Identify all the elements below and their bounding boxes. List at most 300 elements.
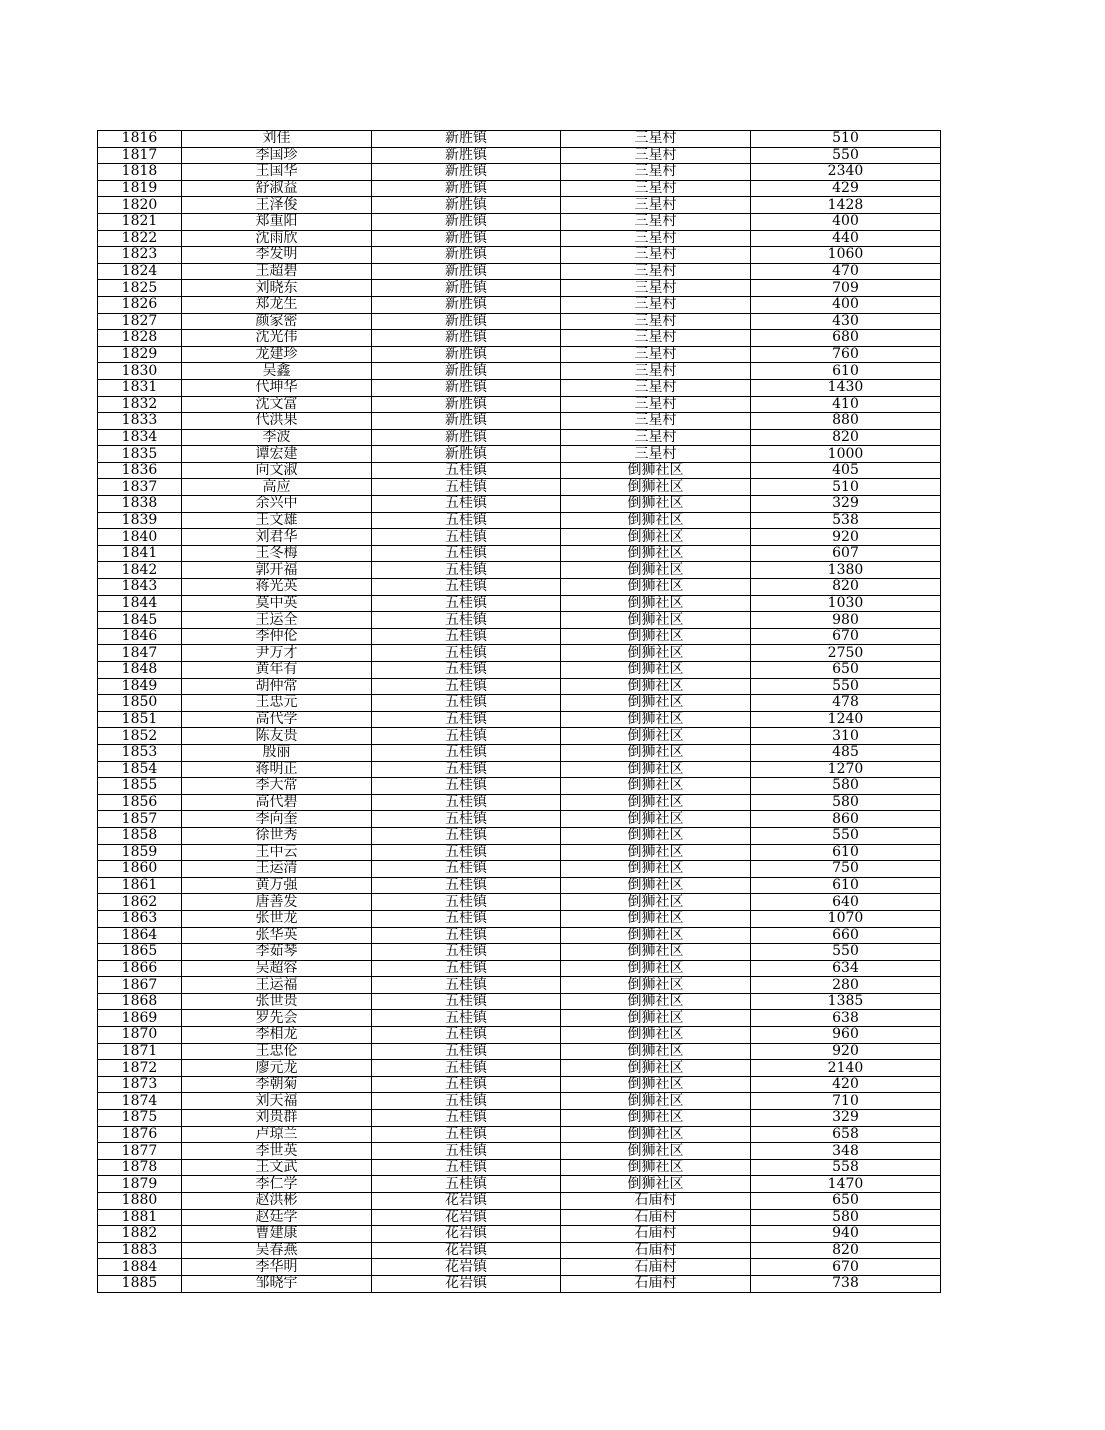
- name-cell: 蒋明正: [182, 761, 372, 778]
- table-row: [98, 230, 941, 247]
- town-cell: 五桂镇: [372, 977, 561, 994]
- village-cell: 倒狮社区: [561, 1093, 751, 1110]
- village-cell: 三星村: [561, 429, 751, 446]
- row-number-cell: 1826: [98, 296, 182, 313]
- village-cell: 三星村: [561, 197, 751, 214]
- town-cell: 五桂镇: [372, 728, 561, 745]
- amount-cell: 510: [751, 479, 941, 496]
- row-number-cell: 1868: [98, 993, 182, 1010]
- name-cell: 王超碧: [182, 263, 372, 280]
- table-row: [98, 413, 941, 430]
- name-cell: 张世贵: [182, 993, 372, 1010]
- amount-cell: 558: [751, 1159, 941, 1176]
- name-cell: 唐善发: [182, 894, 372, 911]
- table-row: [98, 313, 941, 330]
- row-number-cell: 1816: [98, 131, 182, 148]
- name-cell: 李向奎: [182, 811, 372, 828]
- row-number-cell: 1818: [98, 164, 182, 181]
- town-cell: 五桂镇: [372, 612, 561, 629]
- table-row: [98, 595, 941, 612]
- amount-cell: 750: [751, 861, 941, 878]
- name-cell: 王忠伦: [182, 1043, 372, 1060]
- amount-cell: 2140: [751, 1060, 941, 1077]
- table-row: [98, 645, 941, 662]
- village-cell: 倒狮社区: [561, 944, 751, 961]
- row-number-cell: 1864: [98, 927, 182, 944]
- name-cell: 曹建康: [182, 1226, 372, 1243]
- table-row: [98, 1275, 941, 1292]
- town-cell: 五桂镇: [372, 595, 561, 612]
- name-cell: 代坤华: [182, 379, 372, 396]
- name-cell: 高代碧: [182, 794, 372, 811]
- row-number-cell: 1875: [98, 1110, 182, 1127]
- town-cell: 五桂镇: [372, 1093, 561, 1110]
- row-number-cell: 1823: [98, 247, 182, 264]
- table-row: [98, 811, 941, 828]
- amount-cell: 470: [751, 263, 941, 280]
- name-cell: 颜家密: [182, 313, 372, 330]
- village-cell: 倒狮社区: [561, 993, 751, 1010]
- row-number-cell: 1858: [98, 827, 182, 844]
- table-row: [98, 330, 941, 347]
- amount-cell: 510: [751, 131, 941, 148]
- table-row: [98, 280, 941, 297]
- amount-cell: 880: [751, 413, 941, 430]
- town-cell: 五桂镇: [372, 861, 561, 878]
- row-number-cell: 1829: [98, 346, 182, 363]
- amount-cell: 670: [751, 628, 941, 645]
- row-number-cell: 1853: [98, 744, 182, 761]
- town-cell: 五桂镇: [372, 794, 561, 811]
- town-cell: 五桂镇: [372, 545, 561, 562]
- table-row: [98, 662, 941, 679]
- row-number-cell: 1822: [98, 230, 182, 247]
- town-cell: 五桂镇: [372, 562, 561, 579]
- village-cell: 倒狮社区: [561, 761, 751, 778]
- row-number-cell: 1839: [98, 512, 182, 529]
- amount-cell: 638: [751, 1010, 941, 1027]
- row-number-cell: 1838: [98, 496, 182, 513]
- name-cell: 莫中英: [182, 595, 372, 612]
- table-row: [98, 1159, 941, 1176]
- row-number-cell: 1856: [98, 794, 182, 811]
- village-cell: 倒狮社区: [561, 894, 751, 911]
- row-number-cell: 1830: [98, 363, 182, 380]
- amount-cell: 1070: [751, 910, 941, 927]
- name-cell: 吴春燕: [182, 1242, 372, 1259]
- row-number-cell: 1857: [98, 811, 182, 828]
- village-cell: 倒狮社区: [561, 1126, 751, 1143]
- village-cell: 倒狮社区: [561, 960, 751, 977]
- town-cell: 五桂镇: [372, 827, 561, 844]
- town-cell: 五桂镇: [372, 662, 561, 679]
- town-cell: 五桂镇: [372, 1043, 561, 1060]
- row-number-cell: 1870: [98, 1027, 182, 1044]
- name-cell: 李仲伦: [182, 628, 372, 645]
- amount-cell: 429: [751, 180, 941, 197]
- town-cell: 五桂镇: [372, 678, 561, 695]
- name-cell: 李波: [182, 429, 372, 446]
- village-cell: 石庙村: [561, 1209, 751, 1226]
- table-row: [98, 213, 941, 230]
- village-cell: 倒狮社区: [561, 794, 751, 811]
- amount-cell: 550: [751, 147, 941, 164]
- table-row: [98, 579, 941, 596]
- town-cell: 新胜镇: [372, 396, 561, 413]
- amount-cell: 550: [751, 678, 941, 695]
- table-row: [98, 429, 941, 446]
- town-cell: 五桂镇: [372, 711, 561, 728]
- village-cell: 倒狮社区: [561, 728, 751, 745]
- name-cell: 赵洪彬: [182, 1193, 372, 1210]
- row-number-cell: 1836: [98, 462, 182, 479]
- amount-cell: 550: [751, 827, 941, 844]
- town-cell: 新胜镇: [372, 346, 561, 363]
- amount-cell: 738: [751, 1275, 941, 1292]
- name-cell: 李大常: [182, 778, 372, 795]
- table-row: [98, 778, 941, 795]
- table-row: [98, 827, 941, 844]
- table-row: [98, 1126, 941, 1143]
- amount-cell: 538: [751, 512, 941, 529]
- village-cell: 倒狮社区: [561, 910, 751, 927]
- village-cell: 石庙村: [561, 1259, 751, 1276]
- row-number-cell: 1837: [98, 479, 182, 496]
- row-number-cell: 1880: [98, 1193, 182, 1210]
- name-cell: 刘佳: [182, 131, 372, 148]
- row-number-cell: 1833: [98, 413, 182, 430]
- name-cell: 蒋光英: [182, 579, 372, 596]
- village-cell: 三星村: [561, 296, 751, 313]
- amount-cell: 610: [751, 844, 941, 861]
- table-row: [98, 1043, 941, 1060]
- village-cell: 三星村: [561, 230, 751, 247]
- name-cell: 高代学: [182, 711, 372, 728]
- name-cell: 刘贵群: [182, 1110, 372, 1127]
- amount-cell: 658: [751, 1126, 941, 1143]
- table-row: [98, 1193, 941, 1210]
- name-cell: 李国珍: [182, 147, 372, 164]
- row-number-cell: 1828: [98, 330, 182, 347]
- table-row: [98, 678, 941, 695]
- table-row: [98, 479, 941, 496]
- amount-cell: 1270: [751, 761, 941, 778]
- village-cell: 三星村: [561, 313, 751, 330]
- row-number-cell: 1845: [98, 612, 182, 629]
- amount-cell: 485: [751, 744, 941, 761]
- village-cell: 倒狮社区: [561, 612, 751, 629]
- amount-cell: 920: [751, 1043, 941, 1060]
- table-row: [98, 993, 941, 1010]
- row-number-cell: 1882: [98, 1226, 182, 1243]
- town-cell: 五桂镇: [372, 1060, 561, 1077]
- village-cell: 倒狮社区: [561, 529, 751, 546]
- village-cell: 倒狮社区: [561, 977, 751, 994]
- amount-cell: 634: [751, 960, 941, 977]
- table-row: [98, 363, 941, 380]
- amount-cell: 1240: [751, 711, 941, 728]
- row-number-cell: 1844: [98, 595, 182, 612]
- name-cell: 李茹琴: [182, 944, 372, 961]
- row-number-cell: 1885: [98, 1275, 182, 1292]
- amount-cell: 1060: [751, 247, 941, 264]
- row-number-cell: 1862: [98, 894, 182, 911]
- row-number-cell: 1841: [98, 545, 182, 562]
- row-number-cell: 1873: [98, 1076, 182, 1093]
- name-cell: 徐世秀: [182, 827, 372, 844]
- name-cell: 郑重阳: [182, 213, 372, 230]
- table-row: [98, 612, 941, 629]
- row-number-cell: 1863: [98, 910, 182, 927]
- row-number-cell: 1866: [98, 960, 182, 977]
- village-cell: 倒狮社区: [561, 1027, 751, 1044]
- town-cell: 五桂镇: [372, 1159, 561, 1176]
- table-row: [98, 894, 941, 911]
- village-cell: 三星村: [561, 147, 751, 164]
- amount-cell: 940: [751, 1226, 941, 1243]
- village-cell: 倒狮社区: [561, 512, 751, 529]
- table-row: [98, 131, 941, 148]
- table-row: [98, 1010, 941, 1027]
- name-cell: 王文雄: [182, 512, 372, 529]
- village-cell: 石庙村: [561, 1275, 751, 1292]
- village-cell: 倒狮社区: [561, 662, 751, 679]
- name-cell: 王运全: [182, 612, 372, 629]
- row-number-cell: 1840: [98, 529, 182, 546]
- row-number-cell: 1835: [98, 446, 182, 463]
- town-cell: 新胜镇: [372, 429, 561, 446]
- name-cell: 王运清: [182, 861, 372, 878]
- village-cell: 倒狮社区: [561, 1176, 751, 1193]
- name-cell: 陈友贵: [182, 728, 372, 745]
- amount-cell: 280: [751, 977, 941, 994]
- village-cell: 倒狮社区: [561, 1010, 751, 1027]
- village-cell: 倒狮社区: [561, 628, 751, 645]
- amount-cell: 1428: [751, 197, 941, 214]
- name-cell: 胡仲常: [182, 678, 372, 695]
- table-row: [98, 529, 941, 546]
- table-row: [98, 147, 941, 164]
- town-cell: 五桂镇: [372, 993, 561, 1010]
- name-cell: 尹万才: [182, 645, 372, 662]
- name-cell: 沈文富: [182, 396, 372, 413]
- amount-cell: 310: [751, 728, 941, 745]
- table-row: [98, 346, 941, 363]
- village-cell: 倒狮社区: [561, 678, 751, 695]
- town-cell: 新胜镇: [372, 330, 561, 347]
- name-cell: 王忠元: [182, 695, 372, 712]
- row-number-cell: 1881: [98, 1209, 182, 1226]
- town-cell: 花岩镇: [372, 1209, 561, 1226]
- table-row: [98, 247, 941, 264]
- name-cell: 刘晓东: [182, 280, 372, 297]
- village-cell: 石庙村: [561, 1242, 751, 1259]
- town-cell: 新胜镇: [372, 296, 561, 313]
- amount-cell: 478: [751, 695, 941, 712]
- town-cell: 新胜镇: [372, 213, 561, 230]
- town-cell: 花岩镇: [372, 1242, 561, 1259]
- name-cell: 卢琼兰: [182, 1126, 372, 1143]
- amount-cell: 920: [751, 529, 941, 546]
- village-cell: 倒狮社区: [561, 877, 751, 894]
- row-number-cell: 1827: [98, 313, 182, 330]
- village-cell: 倒狮社区: [561, 1110, 751, 1127]
- town-cell: 五桂镇: [372, 1027, 561, 1044]
- village-cell: 三星村: [561, 280, 751, 297]
- table-row: [98, 562, 941, 579]
- name-cell: 舒淑益: [182, 180, 372, 197]
- town-cell: 新胜镇: [372, 413, 561, 430]
- name-cell: 代洪果: [182, 413, 372, 430]
- row-number-cell: 1820: [98, 197, 182, 214]
- village-cell: 倒狮社区: [561, 711, 751, 728]
- name-cell: 吴超容: [182, 960, 372, 977]
- amount-cell: 607: [751, 545, 941, 562]
- name-cell: 王泽俊: [182, 197, 372, 214]
- table-row: [98, 744, 941, 761]
- row-number-cell: 1831: [98, 379, 182, 396]
- name-cell: 黄万强: [182, 877, 372, 894]
- village-cell: 倒狮社区: [561, 545, 751, 562]
- town-cell: 五桂镇: [372, 695, 561, 712]
- amount-cell: 1470: [751, 1176, 941, 1193]
- amount-cell: 329: [751, 1110, 941, 1127]
- name-cell: 廖元龙: [182, 1060, 372, 1077]
- data-table: [97, 130, 941, 1293]
- name-cell: 刘君华: [182, 529, 372, 546]
- town-cell: 五桂镇: [372, 462, 561, 479]
- town-cell: 新胜镇: [372, 263, 561, 280]
- amount-cell: 2340: [751, 164, 941, 181]
- village-cell: 三星村: [561, 363, 751, 380]
- row-number-cell: 1821: [98, 213, 182, 230]
- name-cell: 李华明: [182, 1259, 372, 1276]
- amount-cell: 650: [751, 1193, 941, 1210]
- name-cell: 余兴中: [182, 496, 372, 513]
- table-row: [98, 927, 941, 944]
- name-cell: 罗先会: [182, 1010, 372, 1027]
- town-cell: 五桂镇: [372, 496, 561, 513]
- village-cell: 倒狮社区: [561, 1143, 751, 1160]
- town-cell: 新胜镇: [372, 131, 561, 148]
- village-cell: 三星村: [561, 180, 751, 197]
- village-cell: 倒狮社区: [561, 645, 751, 662]
- table-row: [98, 695, 941, 712]
- town-cell: 五桂镇: [372, 1176, 561, 1193]
- amount-cell: 610: [751, 363, 941, 380]
- table-row: [98, 794, 941, 811]
- town-cell: 新胜镇: [372, 197, 561, 214]
- name-cell: 张华英: [182, 927, 372, 944]
- town-cell: 五桂镇: [372, 960, 561, 977]
- town-cell: 五桂镇: [372, 1143, 561, 1160]
- table-row: [98, 1143, 941, 1160]
- amount-cell: 820: [751, 429, 941, 446]
- row-number-cell: 1834: [98, 429, 182, 446]
- amount-cell: 580: [751, 794, 941, 811]
- amount-cell: 400: [751, 213, 941, 230]
- town-cell: 新胜镇: [372, 379, 561, 396]
- name-cell: 龙建珍: [182, 346, 372, 363]
- name-cell: 王国华: [182, 164, 372, 181]
- town-cell: 五桂镇: [372, 479, 561, 496]
- row-number-cell: 1854: [98, 761, 182, 778]
- amount-cell: 440: [751, 230, 941, 247]
- town-cell: 五桂镇: [372, 844, 561, 861]
- town-cell: 花岩镇: [372, 1275, 561, 1292]
- amount-cell: 410: [751, 396, 941, 413]
- table-row: [98, 1110, 941, 1127]
- town-cell: 新胜镇: [372, 363, 561, 380]
- town-cell: 五桂镇: [372, 645, 561, 662]
- town-cell: 五桂镇: [372, 529, 561, 546]
- town-cell: 五桂镇: [372, 1110, 561, 1127]
- table-row: [98, 197, 941, 214]
- amount-cell: 760: [751, 346, 941, 363]
- town-cell: 花岩镇: [372, 1259, 561, 1276]
- row-number-cell: 1878: [98, 1159, 182, 1176]
- row-number-cell: 1851: [98, 711, 182, 728]
- table-row: [98, 977, 941, 994]
- row-number-cell: 1879: [98, 1176, 182, 1193]
- row-number-cell: 1869: [98, 1010, 182, 1027]
- village-cell: 倒狮社区: [561, 462, 751, 479]
- amount-cell: 405: [751, 462, 941, 479]
- name-cell: 沈光伟: [182, 330, 372, 347]
- amount-cell: 430: [751, 313, 941, 330]
- village-cell: 倒狮社区: [561, 1043, 751, 1060]
- table-row: [98, 379, 941, 396]
- village-cell: 倒狮社区: [561, 927, 751, 944]
- amount-cell: 860: [751, 811, 941, 828]
- amount-cell: 420: [751, 1076, 941, 1093]
- name-cell: 王冬梅: [182, 545, 372, 562]
- row-number-cell: 1852: [98, 728, 182, 745]
- village-cell: 三星村: [561, 379, 751, 396]
- table-row: [98, 844, 941, 861]
- name-cell: 李发明: [182, 247, 372, 264]
- table-row: [98, 1226, 941, 1243]
- table-row: [98, 1259, 941, 1276]
- row-number-cell: 1871: [98, 1043, 182, 1060]
- name-cell: 王文武: [182, 1159, 372, 1176]
- amount-cell: 1430: [751, 379, 941, 396]
- amount-cell: 580: [751, 1209, 941, 1226]
- name-cell: 殷丽: [182, 744, 372, 761]
- town-cell: 花岩镇: [372, 1226, 561, 1243]
- amount-cell: 1385: [751, 993, 941, 1010]
- village-cell: 倒狮社区: [561, 1060, 751, 1077]
- town-cell: 新胜镇: [372, 230, 561, 247]
- town-cell: 五桂镇: [372, 628, 561, 645]
- village-cell: 倒狮社区: [561, 479, 751, 496]
- town-cell: 五桂镇: [372, 944, 561, 961]
- village-cell: 三星村: [561, 263, 751, 280]
- town-cell: 新胜镇: [372, 147, 561, 164]
- table-row: [98, 446, 941, 463]
- amount-cell: 400: [751, 296, 941, 313]
- row-number-cell: 1877: [98, 1143, 182, 1160]
- village-cell: 三星村: [561, 346, 751, 363]
- village-cell: 三星村: [561, 446, 751, 463]
- table-row: [98, 496, 941, 513]
- amount-cell: 820: [751, 1242, 941, 1259]
- town-cell: 新胜镇: [372, 164, 561, 181]
- name-cell: 刘天福: [182, 1093, 372, 1110]
- amount-cell: 348: [751, 1143, 941, 1160]
- village-cell: 三星村: [561, 413, 751, 430]
- town-cell: 五桂镇: [372, 744, 561, 761]
